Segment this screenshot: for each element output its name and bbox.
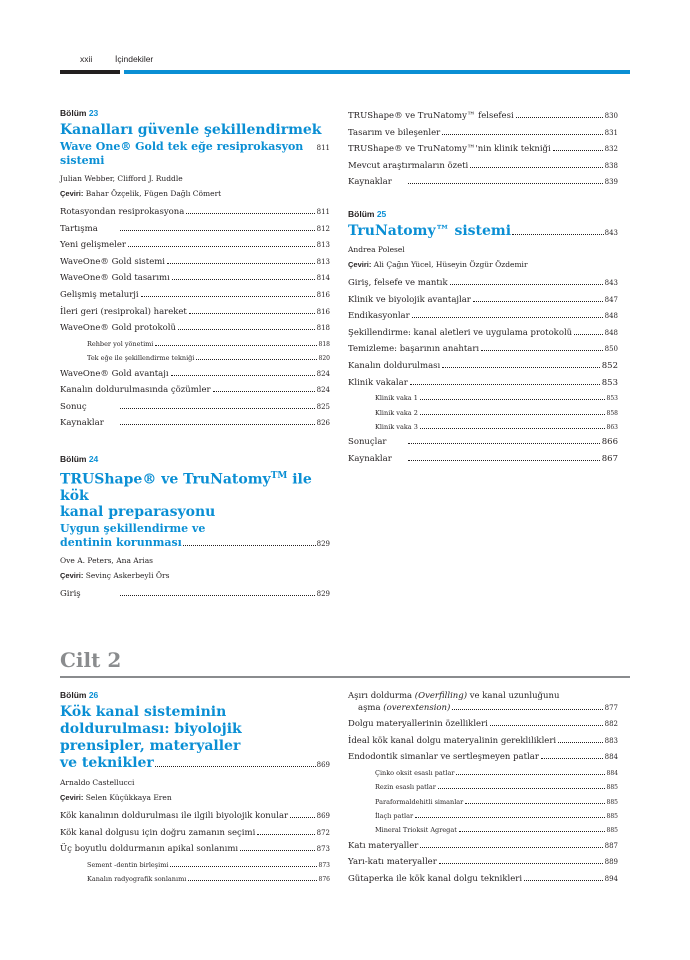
- dot-leader: [408, 443, 600, 444]
- authors: Arnaldo Castellucci: [60, 778, 135, 787]
- dot-leader: [553, 150, 603, 151]
- page-ref: 813: [316, 257, 330, 266]
- dot-leader: [516, 117, 603, 118]
- authors: Andrea Polesel: [348, 244, 405, 254]
- page-ref: 829: [316, 539, 330, 548]
- page-ref: 816: [316, 307, 330, 316]
- toc-entry-title: Katı materyaller: [348, 840, 419, 851]
- page-ref: 869: [316, 812, 330, 820]
- dot-leader: [558, 742, 603, 743]
- dot-leader: [171, 375, 315, 376]
- page-ref: 832: [604, 145, 618, 154]
- page-ref: 814: [316, 274, 330, 283]
- page-number: xxii: [80, 54, 93, 64]
- dot-leader: [408, 183, 603, 184]
- toc-entry[interactable]: [60, 254, 330, 271]
- chapter-24: [60, 454, 330, 602]
- page-ref: 852: [601, 360, 618, 371]
- page-ref: 818: [318, 340, 330, 348]
- dot-leader: [410, 384, 600, 385]
- page-ref: 869: [316, 761, 330, 769]
- dot-leader: [415, 817, 604, 818]
- dot-leader: [213, 391, 315, 392]
- toc-entry-title: Gelişmiş metalurji: [60, 289, 139, 300]
- toc-entry[interactable]: [348, 174, 618, 191]
- toc-entry-title: Gütaperka ile kök kanal dolgu teknikleri: [348, 873, 523, 884]
- page-ref: 816: [316, 290, 330, 299]
- chapter-label: Bölüm 25: [348, 208, 387, 219]
- toc-entry[interactable]: [348, 308, 618, 325]
- dot-leader: [420, 847, 602, 848]
- dot-leader: [170, 866, 316, 867]
- toc-entry[interactable]: [348, 125, 618, 142]
- toc-entry-title: Tasarım ve bileşenler: [348, 127, 441, 138]
- dot-leader: [120, 230, 315, 231]
- dot-leader: [257, 834, 314, 835]
- volume-title: Cilt 2: [60, 648, 122, 672]
- dot-leader: [240, 850, 315, 851]
- dot-leader: [408, 460, 600, 461]
- toc-entry[interactable]: [348, 391, 618, 405]
- toc-entry-title: Giriş: [60, 588, 81, 599]
- toc-entry[interactable]: [60, 825, 330, 842]
- toc-entry-title: Kök kanal dolgusu için doğru zamanın seçimi: [60, 827, 256, 838]
- toc-entry-title: Endodontik simanlar ve sertleşmeyen patlar: [348, 752, 539, 763]
- page-ref: 887: [604, 841, 618, 850]
- toc-entry-title: WaveOne® Gold sistemi: [60, 256, 166, 267]
- page-ref: 820: [318, 355, 330, 363]
- toc-entry[interactable]: [348, 358, 618, 375]
- toc-entry-title: Kanalın radyografik sonlanımı: [87, 875, 187, 884]
- page-ref: 847: [604, 295, 618, 304]
- translators: Çeviri: Bahar Özçelik, Fügen Dağlı Cömert: [60, 189, 222, 198]
- toc-entry-title: Sonuçlar: [348, 437, 387, 448]
- dot-leader: [439, 863, 603, 864]
- toc-entry[interactable]: [348, 854, 618, 871]
- toc-entry[interactable]: [60, 270, 330, 287]
- toc-entry-title: İleri geri (resiprokal) hareket: [60, 306, 187, 317]
- toc-entry[interactable]: [60, 808, 330, 825]
- toc-entry[interactable]: [60, 841, 330, 858]
- toc-entry[interactable]: [60, 351, 330, 365]
- translators: Çeviri: Sevinç Askerbeyli Örs: [60, 570, 170, 580]
- page-ref: 883: [604, 736, 618, 745]
- dot-leader: [186, 213, 314, 214]
- toc-entry-title: Çinko oksit esaslı patlar: [375, 768, 455, 777]
- page-ref: 872: [316, 828, 330, 837]
- dot-leader: [450, 284, 603, 285]
- toc-entry[interactable]: [60, 337, 330, 351]
- toc-entry-title: WaveOne® Gold avantajı: [60, 368, 169, 379]
- dot-leader: [189, 313, 315, 314]
- page-ref: 848: [604, 312, 618, 321]
- toc-entry[interactable]: [348, 292, 618, 309]
- toc-entry-title: Rehber yol yönetimi: [87, 339, 154, 348]
- chapter-26: [60, 690, 330, 887]
- page-ref: 843: [604, 228, 618, 237]
- toc-entry[interactable]: [348, 733, 618, 750]
- toc-entry[interactable]: [348, 871, 618, 888]
- translators: Çeviri: Ali Çağın Yücel, Hüseyin Özgür Özdemir: [348, 259, 528, 269]
- page-ref: 813: [316, 241, 330, 250]
- toc-entry-title: Klinik vaka 1: [375, 394, 418, 403]
- toc-entry[interactable]: [60, 858, 330, 872]
- dot-leader: [473, 301, 603, 302]
- page-ref: 824: [316, 386, 330, 395]
- toc-entry-title: Temizleme: başarının anahtarı: [348, 344, 480, 355]
- page-ref: 853: [606, 395, 618, 403]
- dot-leader: [420, 428, 605, 429]
- chapter-title-end: ve teknikler: [60, 755, 154, 771]
- toc-entry-title: Sonuç: [60, 401, 87, 412]
- page-ref: 884: [604, 753, 618, 762]
- toc-entry[interactable]: [348, 341, 618, 358]
- toc-entry-title: Kanalın doldurulmasında çözümler: [60, 385, 211, 396]
- dot-leader: [290, 817, 315, 818]
- toc-entry[interactable]: [348, 406, 618, 420]
- chapter-title-row[interactable]: [60, 755, 330, 772]
- toc-entry-title: Mevcut araştırmaların özeti: [348, 160, 469, 171]
- toc-entry-title: Yeni gelişmeler: [60, 240, 126, 251]
- toc-entry[interactable]: [348, 823, 618, 837]
- toc-entry[interactable]: [348, 809, 618, 823]
- chapter-label: Bölüm 26: [60, 690, 99, 700]
- chapter-title: Kök kanal sisteminin doldurulması: biyolojik prensipler, materyaller: [60, 704, 242, 754]
- volume-rule: [60, 676, 630, 678]
- page-ref: 885: [606, 827, 618, 835]
- toc-entry-title: Endikasyonlar: [348, 311, 410, 322]
- toc-entry[interactable]: [60, 415, 330, 432]
- dot-leader: [442, 367, 600, 368]
- page-ref: 812: [316, 224, 330, 233]
- dot-leader: [155, 345, 316, 346]
- toc-entry[interactable]: [348, 108, 618, 125]
- page-ref: 873: [318, 861, 330, 869]
- toc-entry[interactable]: [60, 366, 330, 383]
- page-ref: 838: [604, 161, 618, 170]
- dot-leader: [412, 317, 603, 318]
- chapter-23: [60, 108, 330, 432]
- chapter-subtitle-row[interactable]: [60, 536, 330, 550]
- dot-leader: [120, 424, 315, 425]
- chapter-title: TRUShape® ve TruNatomy™ ile kök kanal preparasyonu: [60, 470, 312, 520]
- toc-entry[interactable]: [348, 766, 618, 780]
- toc-list: [60, 586, 330, 603]
- dot-leader: [459, 831, 605, 832]
- chapter-label: Bölüm 23: [60, 108, 99, 118]
- toc-entry[interactable]: [348, 434, 618, 451]
- dot-leader: [120, 595, 315, 596]
- page-ref: 885: [606, 798, 618, 806]
- toc-list: [60, 808, 330, 887]
- toc-entry-title: WaveOne® Gold protokolü: [60, 323, 176, 334]
- page-ref: 824: [316, 369, 330, 378]
- chapter-subtitle: dentinin korunması: [60, 535, 182, 549]
- page-ref: 873: [316, 845, 330, 854]
- toc-entry-title: Giriş, felsefe ve mantık: [348, 277, 448, 288]
- header-bar-black: [60, 70, 120, 74]
- page-ref: 826: [316, 419, 330, 428]
- dot-leader: [490, 725, 603, 726]
- toc-entry[interactable]: [60, 320, 330, 337]
- toc-entry-title: Kök kanalının doldurulması ile ilgili biyolojik konular: [60, 811, 289, 821]
- toc-entry[interactable]: [348, 451, 618, 468]
- chapter-title: Kanalları güvenle şekillendirmek: [60, 122, 322, 138]
- dot-leader: [481, 350, 602, 351]
- toc-entry[interactable]: [348, 716, 618, 733]
- page-ref: 830: [604, 112, 618, 120]
- toc-entry[interactable]: [60, 399, 330, 416]
- page-ref: 863: [606, 423, 618, 431]
- chapter-label: Bölüm 24: [60, 453, 99, 464]
- toc-entry-title: Klinik ve biyolojik avantajlar: [348, 294, 471, 305]
- toc-entry-title: Kaynaklar: [348, 453, 392, 464]
- toc-entry-title: Kanalın doldurulması: [348, 360, 441, 371]
- toc-entry-title: İlaçlı patlar: [375, 811, 414, 820]
- toc-entry-title: Rezin esaslı patlar: [375, 783, 436, 792]
- toc-entry-title: Dolgu materyallerinin özellikleri: [348, 719, 488, 729]
- left-column-bottom: [60, 690, 330, 887]
- page-ref: 825: [316, 402, 330, 411]
- toc-entry-title: Kaynaklar: [60, 418, 104, 429]
- page-ref: 877: [604, 704, 618, 712]
- toc-entry-title: TRUShape® ve TruNatomy™ felsefesi: [348, 111, 514, 121]
- dot-leader: [465, 803, 604, 804]
- toc-entry[interactable]: [60, 382, 330, 399]
- page-ref: 850: [604, 345, 618, 354]
- dot-leader: [120, 408, 315, 409]
- page-ref: 866: [601, 437, 618, 448]
- running-header: [60, 54, 630, 76]
- chapter-title-row[interactable]: [348, 223, 618, 239]
- dot-leader: [541, 758, 603, 759]
- left-column-top: [60, 108, 330, 602]
- dot-leader: [167, 263, 315, 264]
- chapter-subtitle: Wave One® Gold tek eğe resiprokasyon sistemi: [60, 140, 304, 167]
- toc-entry-title: Paraformaldehitli simanlar: [375, 797, 464, 806]
- dot-leader: [128, 246, 315, 247]
- page-ref: 885: [606, 812, 618, 820]
- toc-entry-title: WaveOne® Gold tasarımı: [60, 273, 170, 284]
- toc-entry-title: Şekillendirme: kanal aletleri ve uygulama protokolü: [348, 327, 573, 338]
- toc-entry[interactable]: [348, 325, 618, 342]
- dot-leader: [442, 134, 602, 135]
- page-ref: 818: [316, 324, 330, 333]
- toc-entry[interactable]: [60, 237, 330, 254]
- toc-entry[interactable]: [60, 204, 330, 221]
- toc-entry-title: Klinik vaka 3: [375, 422, 418, 431]
- dot-leader: [574, 334, 602, 335]
- volume-heading: [60, 648, 630, 672]
- toc-entry[interactable]: [348, 420, 618, 434]
- toc-entry-multiline[interactable]: Aşırı doldurma (Overfilling) ve kanal uzunluğunu aşma (overextension) 877: [348, 691, 618, 713]
- toc-entry-title: Tartışma: [60, 223, 98, 234]
- dot-leader: [178, 329, 315, 330]
- dot-leader: [196, 359, 316, 360]
- dot-leader: [188, 880, 316, 881]
- chapter-title: TruNatomy™ sistemi: [348, 222, 512, 239]
- page-ref: 876: [318, 876, 330, 884]
- toc-entry[interactable]: [348, 141, 618, 158]
- toc-entry-title: İdeal kök kanal dolgu materyalinin gereklilikleri: [348, 735, 557, 746]
- dot-leader: [438, 788, 605, 789]
- toc-entry[interactable]: [60, 287, 330, 304]
- page-ref: 839: [604, 178, 618, 187]
- toc-entry[interactable]: [348, 838, 618, 855]
- authors: Ove A. Peters, Ana Arias: [60, 555, 154, 565]
- toc-list: [348, 108, 618, 191]
- toc-entry[interactable]: [60, 304, 330, 321]
- chapter-25: [348, 209, 618, 468]
- dot-leader: [420, 399, 605, 400]
- page-ref: 811: [316, 144, 330, 152]
- right-column-bottom: [348, 690, 618, 888]
- header-title: İçindekiler: [115, 54, 154, 64]
- page-ref: 882: [604, 720, 618, 728]
- toc-entry[interactable]: [348, 158, 618, 175]
- page-ref: 885: [606, 784, 618, 792]
- page-ref: 867: [601, 453, 618, 464]
- page-ref: 853: [601, 377, 618, 388]
- toc-entry-title: Tek eğe ile şekillendirme tekniği: [87, 354, 195, 363]
- dot-leader: [456, 774, 604, 775]
- toc-list: [60, 204, 330, 432]
- page-ref: 858: [606, 409, 618, 417]
- translators: Çeviri: Selen Küçükkaya Eren: [60, 793, 172, 802]
- chapter-subtitle-row[interactable]: [60, 138, 330, 168]
- chapter-subtitle: Uygun şekillendirme ve: [60, 521, 206, 535]
- toc-entry-title: Rotasyondan resiprokasyona: [60, 207, 185, 217]
- page-ref: 848: [604, 328, 618, 337]
- toc-entry[interactable]: [348, 275, 618, 292]
- page-ref: 884: [606, 769, 618, 777]
- toc-list: [348, 716, 618, 888]
- page-ref: 889: [604, 858, 618, 867]
- header-bar-blue: [124, 70, 630, 74]
- toc-entry[interactable]: [348, 749, 618, 766]
- toc-entry[interactable]: [60, 586, 330, 603]
- page-ref: 894: [604, 874, 618, 883]
- page-ref: 811: [316, 208, 330, 216]
- dot-leader: [172, 279, 315, 280]
- toc-entry[interactable]: [60, 872, 330, 886]
- toc-entry-title: Klinik vakalar: [348, 377, 408, 388]
- authors: Julian Webber, Clifford J. Ruddle: [60, 174, 183, 183]
- toc-entry[interactable]: [60, 221, 330, 238]
- toc-entry-title: Yarı-katı materyaller: [348, 857, 437, 868]
- toc-entry-title: Klinik vaka 2: [375, 408, 418, 417]
- toc-entry[interactable]: [348, 795, 618, 809]
- toc-entry-title: Sement -dentin birleşimi: [87, 860, 169, 869]
- page-ref: 831: [604, 128, 618, 137]
- dot-leader: [420, 414, 605, 415]
- toc-entry-title: TRUShape® ve TruNatomy™'nin klinik tekniği: [348, 144, 551, 155]
- toc-entry[interactable]: [348, 375, 618, 392]
- dot-leader: [141, 296, 315, 297]
- toc-list: [348, 275, 618, 468]
- toc-entry-title: Kaynaklar: [348, 177, 392, 188]
- toc-entry[interactable]: [348, 780, 618, 794]
- dot-leader: [470, 167, 602, 168]
- dot-leader: [524, 880, 603, 881]
- toc-entry-title: Mineral Trioksit Agregat: [375, 826, 457, 835]
- page-ref: 843: [604, 278, 618, 287]
- toc-entry-title: Üç boyutlu doldurmanın apikal sonlanımı: [60, 844, 239, 855]
- right-column-top: [348, 108, 618, 467]
- page-ref: 829: [316, 589, 330, 598]
